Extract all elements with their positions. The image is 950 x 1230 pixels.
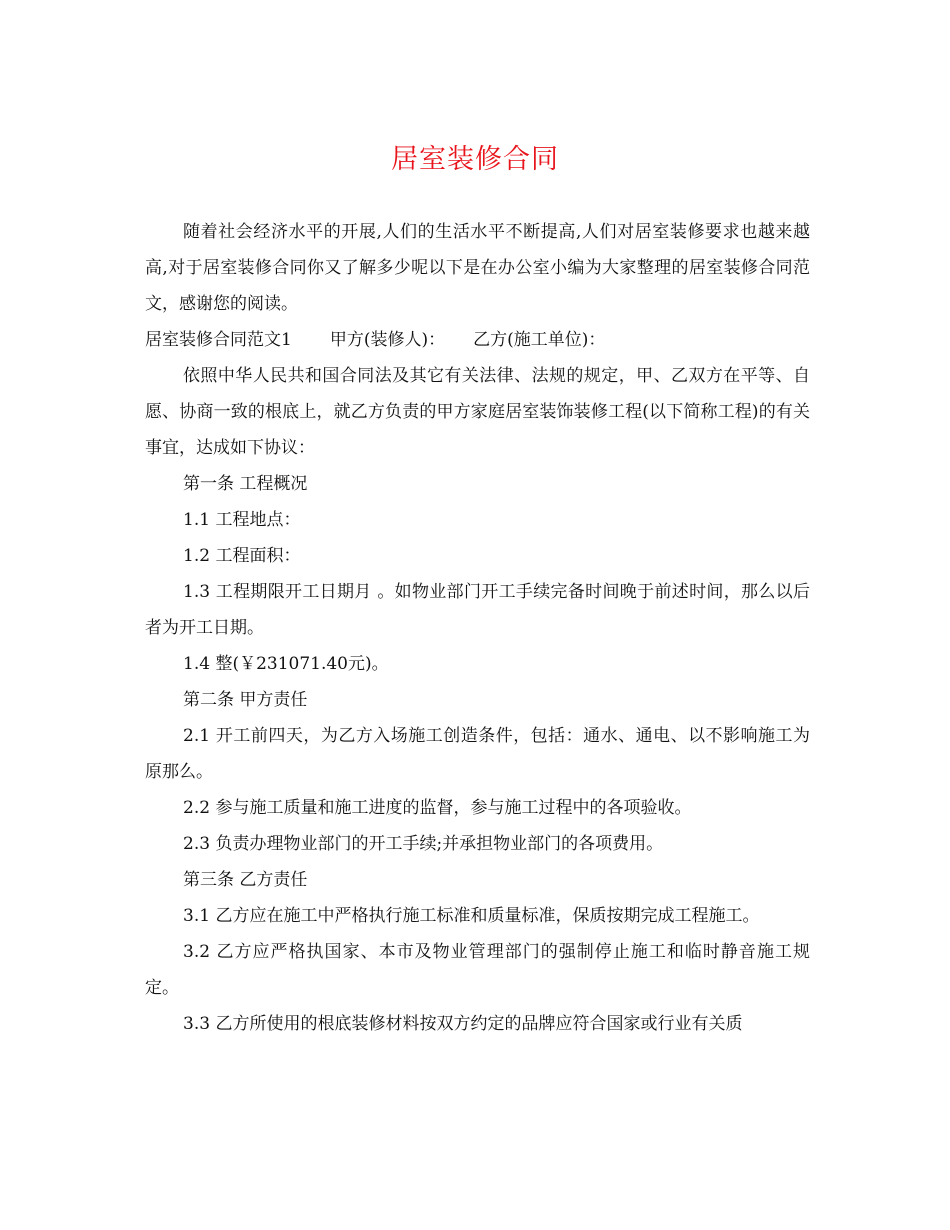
clause-2-1: 2.1 开工前四天，为乙方入场施工创造条件，包括：通水、通电、以不影响施工为原那么。 <box>145 726 810 782</box>
party-a-label: 甲方(装修人)： <box>329 330 446 350</box>
sample-label: 居室装修合同范文1 <box>145 330 292 350</box>
clause-2-3: 2.3 负责办理物业部门的开工手续;并承担物业部门的各项费用。 <box>183 834 664 854</box>
clause-3-3: 3.3 乙方所使用的根底装修材料按双方约定的品牌应符合国家或行业有关质 <box>183 1014 743 1034</box>
clause-3-1: 3.1 乙方应在施工中严格执行施工标准和质量标准，保质按期完成工程施工。 <box>183 906 760 926</box>
parties-line <box>145 322 810 358</box>
clause-1-3: 1.3 工程期限开工日期月 。如物业部门开工手续完备时间晚于前述时间，那么以后者为开工日期。 <box>145 582 810 638</box>
preamble-paragraph: 依照中华人民共和国合同法及其它有关法律、法规的规定，甲、乙双方在平等、自愿、协商一致的根底上，就乙方负责的甲方家庭居室装饰装修工程(以下简称工程)的有关事宜，达成如下协议： <box>145 366 810 458</box>
clause-1-4: 1.4 整(￥231071.40元)。 <box>183 654 389 674</box>
clause-3-2: 3.2 乙方应严格执国家、本市及物业管理部门的强制停止施工和临时静音施工规定。 <box>145 942 810 998</box>
article-1-heading: 第一条 工程概况 <box>183 474 308 494</box>
clause-1-2: 1.2 工程面积： <box>183 546 301 566</box>
document-body <box>145 214 810 1042</box>
document-title: 居室装修合同 <box>391 144 559 175</box>
party-b-label: 乙方(施工单位)： <box>473 330 606 350</box>
article-3-heading: 第三条 乙方责任 <box>183 870 308 890</box>
clause-2-2: 2.2 参与施工质量和施工进度的监督，参与施工过程中的各项验收。 <box>183 798 692 818</box>
clause-1-1: 1.1 工程地点： <box>183 510 301 530</box>
intro-paragraph: 随着社会经济水平的开展,人们的生活水平不断提高,人们对居室装修要求也越来越高,对于居室装修合同你又了解多少呢以下是在办公室小编为大家整理的居室装修合同范文，感谢您的阅读。 <box>145 222 810 314</box>
article-2-heading: 第二条 甲方责任 <box>183 690 308 710</box>
